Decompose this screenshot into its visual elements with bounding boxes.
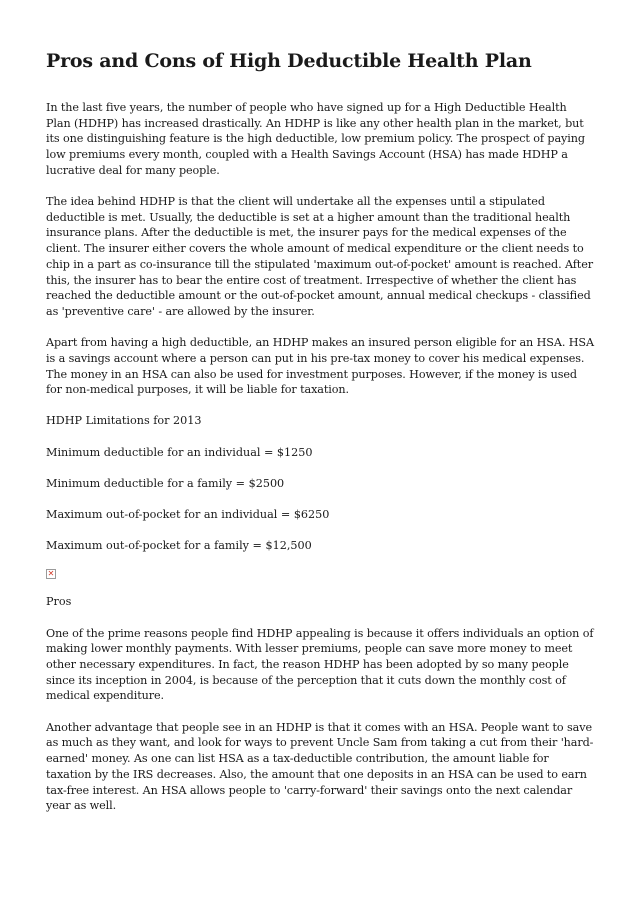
limitations-heading: HDHP Limitations for 2013 <box>46 414 202 428</box>
limitation-individual-deductible: Minimum deductible for an individual = $1250 <box>46 445 313 459</box>
document-page <box>46 48 594 829</box>
limitation-individual-oop: Maximum out-of-pocket for an individual = $6250 <box>46 508 330 522</box>
pros-heading: Pros <box>46 595 72 609</box>
intro-paragraph-2: The idea behind HDHP is that the client will undertake all the expenses until a stipulated deductible is met. Usually, the deductible is set at a higher amount than the traditional health insurance plans. After the deductible is met, the insurer pays for the medical expenses of the client. The insurer either covers the whole amount of medical expenditure or the client needs to chip in a part as co-insurance till the stipulated 'maximum out-of-pocket' amount is reached. After this, the insurer has to bear the entire cost of treatment. Irrespective of whether the client has reached the deductible amount or the out-of-pocket amount, annual medical checkups - classified as 'preventive care' - are allowed by the insurer. <box>46 195 593 318</box>
intro-paragraph-1: In the last five years, the number of people who have signed up for a High Deductible Health Plan (HDHP) has increased drastically. An HDHP is like any other health plan in the market, but its one distinguishing feature is the high deductible, low premium policy. The prospect of paying low premiums every month, coupled with a Health Savings Account (HSA) has made HDHP a lucrative deal for many people. <box>46 101 585 177</box>
page-title: Pros and Cons of High Deductible Health Plan <box>46 50 532 72</box>
pros-paragraph-1: One of the prime reasons people find HDHP appealing is because it offers individuals an option of making lower monthly payments. With lesser premiums, people can save more money to meet other necessary expenditures. In fact, the reason HDHP has been adopted by so many people since its inception in 2004, is because of the perception that it cuts down the monthly cost of medical expenditure. <box>46 626 594 703</box>
intro-paragraph-3: Apart from having a high deductible, an HDHP makes an insured person eligible for an HSA. HSA is a savings account where a person can put in his pre-tax money to cover his medical expenses. The money in an HSA can also be used for investment purposes. However, if the money is used for non-medical purposes, it will be liable for taxation. <box>46 336 594 397</box>
limitation-family-oop: Maximum out-of-pocket for a family = $12,500 <box>46 539 312 553</box>
pros-paragraph-2: Another advantage that people see in an HDHP is that it comes with an HSA. People want to save as much as they want, and look for ways to prevent Uncle Sam from taking a cut from their 'hard-earned' money. As one can list HSA as a tax-deductible contribution, the amount liable for taxation by the IRS decreases. Also, the amount that one deposits in an HSA can be used to earn tax-free interest. An HSA allows people to 'carry-forward' their savings onto the next calendar year as well. <box>46 720 594 813</box>
broken-image-icon <box>46 569 56 579</box>
limitation-family-deductible: Minimum deductible for a family = $2500 <box>46 476 285 490</box>
